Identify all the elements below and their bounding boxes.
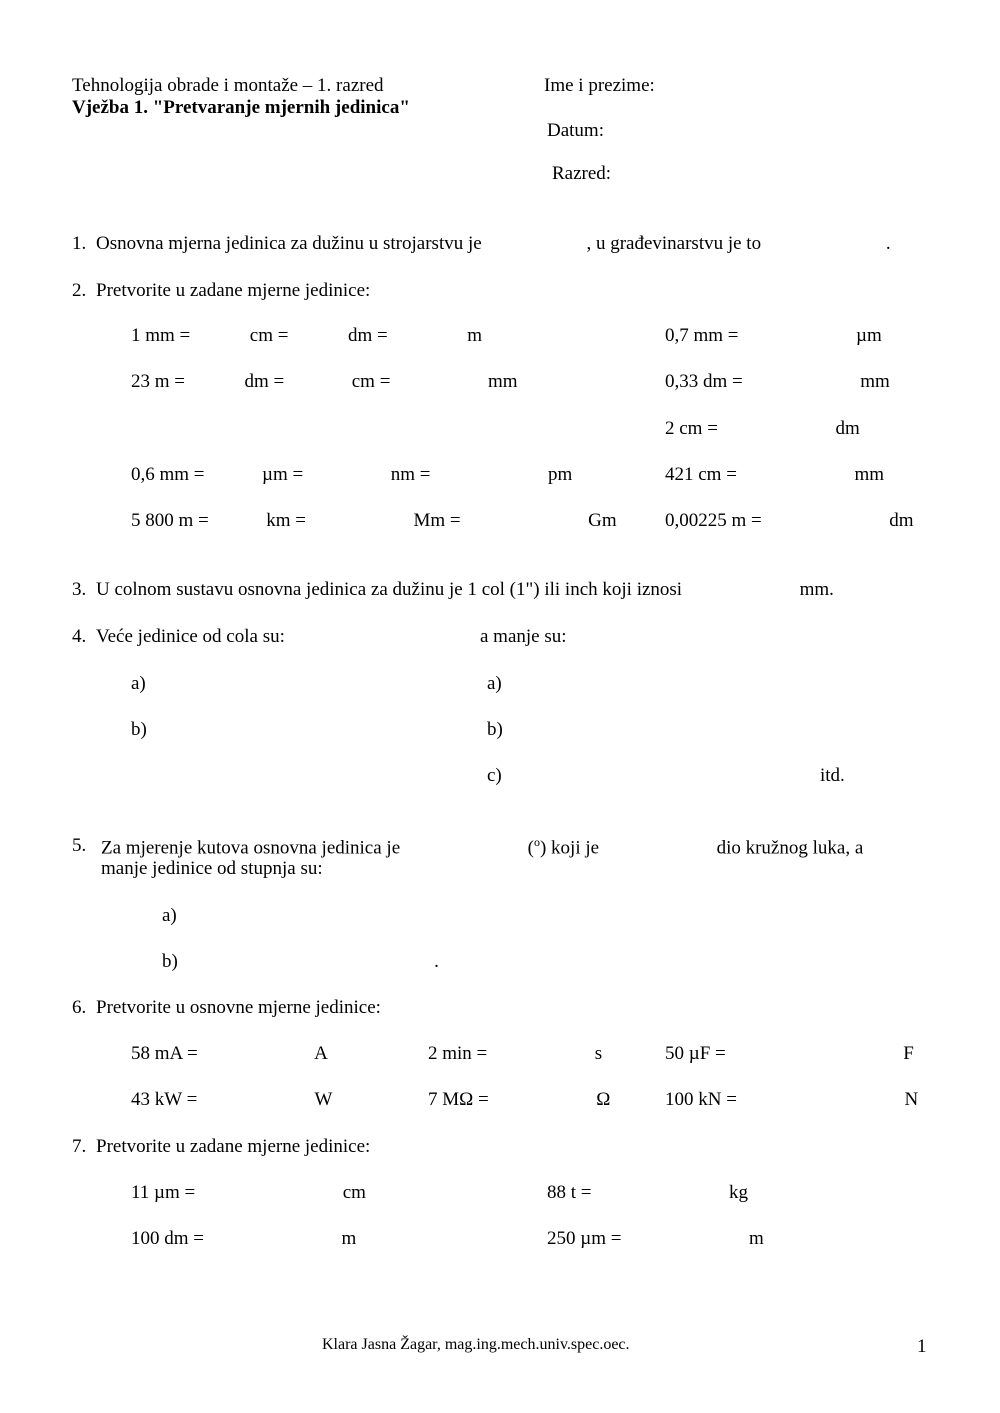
q2-row-3: 0,6 mm = µm = nm = pm	[131, 464, 573, 485]
q7-number: 7.	[72, 1136, 87, 1157]
q5-unit-input[interactable]	[405, 840, 523, 856]
date-row	[547, 121, 809, 140]
q2-right-5-input[interactable]	[767, 513, 885, 529]
q2-r4-km-input[interactable]	[214, 513, 262, 529]
q2-right-1-input[interactable]	[743, 328, 851, 344]
q4-left-a-input[interactable]	[160, 676, 298, 692]
q4-left-title: Veće jedinice od cola su:	[96, 626, 285, 647]
name-row	[544, 76, 880, 95]
exercise-title: Vježba 1. "Pretvaranje mjernih jedinica"	[72, 97, 410, 118]
q6-number: 6.	[72, 997, 87, 1018]
q6-item-1-input[interactable]	[202, 1046, 310, 1062]
class-input[interactable]	[616, 166, 816, 182]
class-row	[552, 164, 816, 183]
q2-right-1: 0,7 mm = µm	[665, 325, 882, 346]
q6-item-6: 100 kN = N	[665, 1089, 919, 1110]
q1-mech-input[interactable]	[486, 236, 586, 252]
q5-b: b) .	[162, 951, 439, 972]
q4-right-c: c)	[487, 766, 803, 785]
q6-item-3-input[interactable]	[730, 1046, 898, 1062]
q3-line	[96, 580, 834, 599]
q4-right-b: b)	[487, 720, 804, 739]
q6-item-6-input[interactable]	[742, 1092, 900, 1108]
q2-row-4: 5 800 m = km = Mm = Gm	[131, 510, 617, 531]
q3-unit: mm.	[799, 579, 834, 600]
q2-row-2: 23 m = dm = cm = mm	[131, 371, 518, 392]
q6-item-4-input[interactable]	[202, 1092, 310, 1108]
q5-line-1: Za mjerenje kutova osnovna jedinica je ($^o$) koji je dio kružnog luka, a	[101, 835, 864, 859]
course-subject: Tehnologija obrade i montaže – 1. razred	[72, 75, 384, 96]
q1-civil-input[interactable]	[766, 236, 886, 252]
q6-item-3: 50 µF = F	[665, 1043, 914, 1064]
q5-line-2: manje jedinice od stupnja su:	[101, 858, 323, 879]
q4-right-title: a manje su:	[480, 626, 567, 647]
q1-number: 1.	[72, 233, 87, 254]
q4-left-b: b)	[131, 720, 299, 739]
q5-a-input[interactable]	[191, 908, 433, 924]
q1-line	[96, 234, 891, 253]
q6-item-5: 7 MΩ = Ω	[428, 1089, 611, 1110]
q5-number: 5.	[72, 835, 87, 856]
q7-item-1-input[interactable]	[200, 1185, 338, 1201]
q2-title: Pretvorite u zadane mjerne jedinice:	[96, 280, 371, 301]
q7-item-2: 88 t = kg	[547, 1182, 748, 1203]
q2-right-3-input[interactable]	[723, 421, 831, 437]
q2-r4-mm-input[interactable]	[311, 513, 409, 529]
q6-item-2: 2 min = s	[428, 1043, 603, 1064]
q2-r2-mm-input[interactable]	[395, 374, 483, 390]
q2-right-2-input[interactable]	[748, 374, 856, 390]
q4-right-c-input[interactable]	[521, 768, 803, 784]
q2-right-4: 421 cm = mm	[665, 464, 884, 485]
q7-title: Pretvorite u zadane mjerne jedinice:	[96, 1136, 371, 1157]
q7-item-2-input[interactable]	[596, 1185, 724, 1201]
page-number: 1	[917, 1336, 927, 1357]
q4-left-a: a)	[131, 674, 298, 693]
q2-right-3: 2 cm = dm	[665, 418, 860, 439]
q1-text-a: Osnovna mjerna jedinica za dužinu u strojarstvu je	[96, 233, 482, 254]
q4-number: 4.	[72, 626, 87, 647]
q3-input[interactable]	[687, 582, 795, 598]
q2-right-4-input[interactable]	[742, 467, 850, 483]
class-label: Razred:	[552, 163, 612, 184]
q5-a: a)	[162, 906, 433, 925]
q2-r3-nm-input[interactable]	[308, 467, 386, 483]
q4-right-a-input[interactable]	[521, 676, 803, 692]
q1-end: .	[885, 233, 891, 254]
q7-item-4-input[interactable]	[626, 1231, 744, 1247]
q5-b-input[interactable]	[192, 954, 434, 970]
q1-text-b: , u građevinarstvu je to	[586, 233, 762, 254]
q7-item-3: 100 dm = m	[131, 1228, 357, 1249]
name-input[interactable]	[660, 78, 880, 94]
q5-degree-sup: o	[533, 835, 540, 849]
q6-item-4: 43 kW = W	[131, 1089, 333, 1110]
q7-item-3-input[interactable]	[209, 1231, 337, 1247]
q7-item-1: 11 µm = cm	[131, 1182, 366, 1203]
q2-r2-cm-input[interactable]	[289, 374, 347, 390]
q2-r4-gm-input[interactable]	[465, 513, 583, 529]
q2-right-5: 0,00225 m = dm	[665, 510, 914, 531]
q4-left-b-input[interactable]	[161, 722, 299, 738]
date-input[interactable]	[609, 123, 809, 139]
q2-r1-dm-input[interactable]	[293, 328, 343, 344]
q2-r1-m-input[interactable]	[392, 328, 462, 344]
q2-number: 2.	[72, 280, 87, 301]
q3-number: 3.	[72, 579, 87, 600]
q7-item-4: 250 µm = m	[547, 1228, 764, 1249]
footer-author: Klara Jasna Žagar, mag.ing.mech.univ.spec.oec.	[322, 1336, 630, 1353]
q6-item-1: 58 mA = A	[131, 1043, 328, 1064]
q4-etc: itd.	[820, 765, 845, 786]
date-label: Datum:	[547, 120, 604, 141]
q2-row-1: 1 mm = cm = dm = m	[131, 325, 482, 346]
q4-right-a: a)	[487, 674, 803, 693]
q2-r3-pm-input[interactable]	[435, 467, 543, 483]
q3-text: U colnom sustavu osnovna jedinica za dužinu je 1 col (1") ili inch koji iznosi	[96, 579, 683, 600]
q6-item-5-input[interactable]	[493, 1092, 591, 1108]
q2-r1-cm-input[interactable]	[195, 328, 245, 344]
q5-fraction-input[interactable]	[604, 840, 712, 856]
q2-r2-dm-input[interactable]	[190, 374, 240, 390]
q4-right-b-input[interactable]	[522, 722, 804, 738]
q6-title: Pretvorite u osnovne mjerne jedinice:	[96, 997, 381, 1018]
name-label: Ime i prezime:	[544, 75, 655, 96]
q2-r3-um-input[interactable]	[209, 467, 257, 483]
q6-item-2-input[interactable]	[492, 1046, 590, 1062]
q2-right-2: 0,33 dm = mm	[665, 371, 890, 392]
